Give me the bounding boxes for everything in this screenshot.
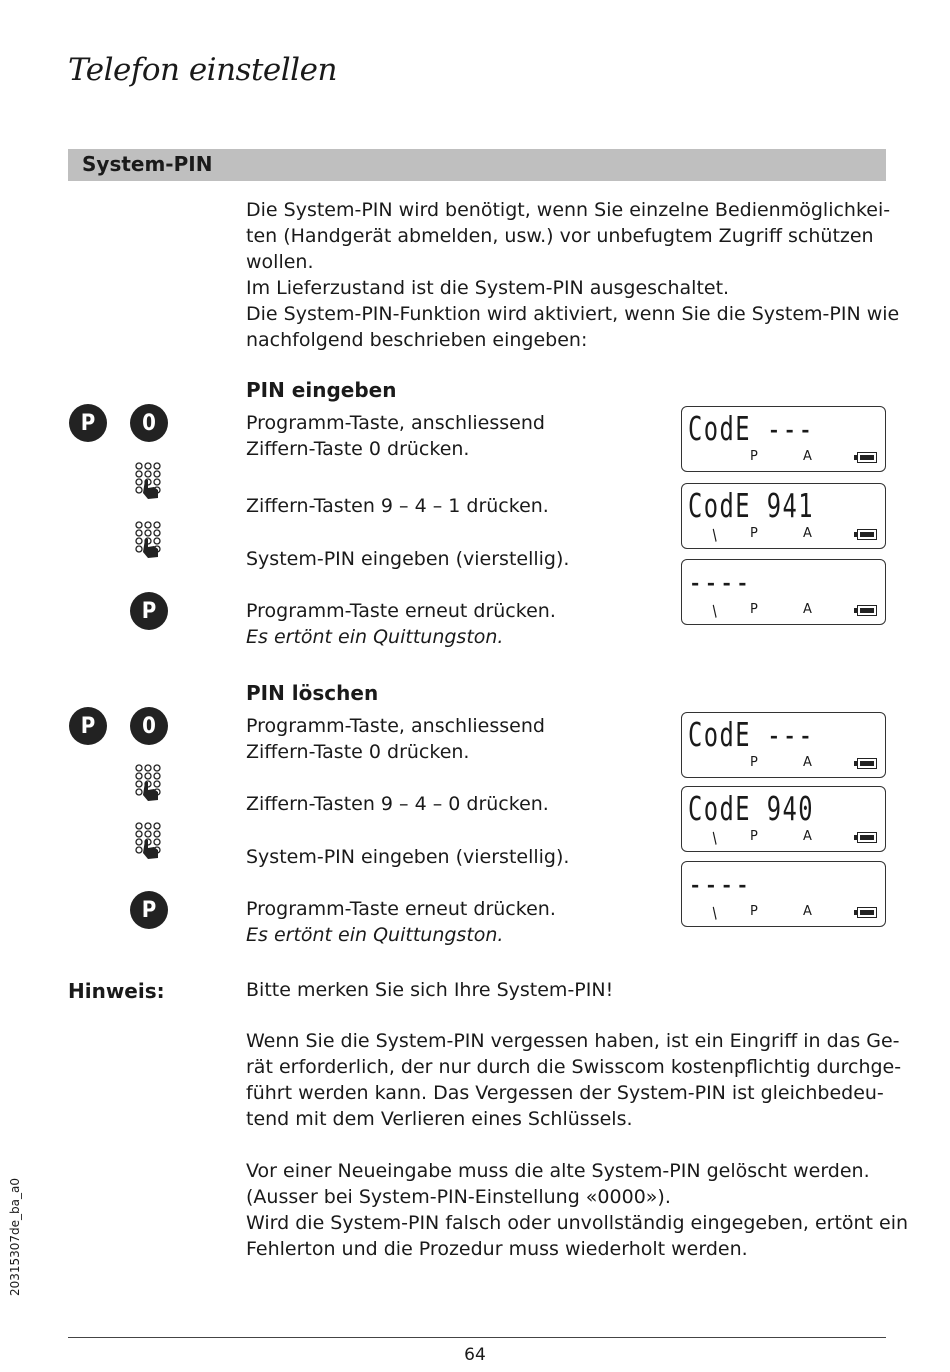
note-paragraph-1: Bitte merken Sie sich Ihre System-PIN!	[246, 979, 614, 1001]
lcd-display	[681, 559, 886, 625]
lcd-p-indicator: P	[750, 449, 758, 464]
lcd-a-indicator: A	[803, 829, 812, 844]
intro-paragraph-2: Im Lieferzustand ist die System-PIN ausgeschaltet.	[246, 277, 730, 299]
lcd-a-indicator: A	[803, 602, 812, 617]
battery-icon	[857, 832, 877, 843]
enter-step-4: Programm-Taste erneut drücken.	[246, 600, 556, 622]
battery-icon	[857, 907, 877, 918]
lcd-p-indicator: P	[750, 829, 758, 844]
handset-icon: /	[707, 525, 722, 545]
lcd-text: CodE ---	[688, 409, 814, 448]
delete-step-1: Programm-Taste, anschliessend Ziffern-Taste 0 drücken.	[246, 715, 545, 763]
document-id: 20315307de_ba_a0	[8, 1177, 22, 1297]
chapter-title: Telefon einstellen	[68, 52, 337, 88]
program-key-icon: P	[69, 404, 107, 442]
lcd-display	[681, 712, 886, 778]
lcd-p-indicator: P	[750, 904, 758, 919]
section-title: System-PIN	[82, 152, 213, 176]
program-key-icon: P	[130, 891, 168, 929]
lcd-text: CodE ---	[688, 715, 814, 754]
enter-pin-heading: PIN eingeben	[246, 378, 397, 402]
lcd-display	[681, 861, 886, 927]
note-label: Hinweis:	[68, 979, 165, 1003]
lcd-a-indicator: A	[803, 526, 812, 541]
battery-icon	[857, 758, 877, 769]
keypad-icon	[134, 462, 166, 500]
delete-step-4: Programm-Taste erneut drücken.	[246, 898, 556, 920]
note-paragraph-3: Vor einer Neueingabe muss die alte System-PIN gelöscht werden. (Ausser bei System-PIN-Einstellung «0000»). Wird die System-PIN falsch oder unvollständig eingegeben, ertönt ein Fehlerton und die Prozedur muss wiederholt werden.	[246, 1160, 909, 1260]
lcd-a-indicator: A	[803, 755, 812, 770]
lcd-text: ----	[688, 864, 751, 903]
keypad-icon	[134, 822, 166, 860]
battery-icon	[857, 452, 877, 463]
enter-step-1: Programm-Taste, anschliessend Ziffern-Taste 0 drücken.	[246, 412, 545, 460]
lcd-a-indicator: A	[803, 449, 812, 464]
lcd-a-indicator: A	[803, 904, 812, 919]
footer-divider	[68, 1337, 886, 1338]
delete-step-3: System-PIN eingeben (vierstellig).	[246, 846, 570, 868]
enter-step-2: Ziffern-Tasten 9 – 4 – 1 drücken.	[246, 495, 549, 517]
lcd-display	[681, 786, 886, 852]
lcd-p-indicator: P	[750, 526, 758, 541]
lcd-p-indicator: P	[750, 602, 758, 617]
program-key-icon: P	[130, 592, 168, 630]
battery-icon	[857, 605, 877, 616]
program-key-icon: P	[69, 707, 107, 745]
lcd-display	[681, 406, 886, 472]
lcd-p-indicator: P	[750, 755, 758, 770]
keypad-icon	[134, 764, 166, 802]
zero-key-icon: 0	[130, 404, 168, 442]
note-paragraph-2: Wenn Sie die System-PIN vergessen haben, ist ein Eingriff in das Ge- rät erforderlich, der nur durch die Swisscom kostenpflichtig durchge- führt werden kann. Das Vergessen der System-PIN ist gleichbedeu- tend mit dem Verlieren eines Schlüssels.	[246, 1030, 902, 1130]
delete-step-2: Ziffern-Tasten 9 – 4 – 0 drücken.	[246, 793, 549, 815]
handset-icon: /	[707, 903, 722, 923]
intro-paragraph-3: Die System-PIN-Funktion wird aktiviert, wenn Sie die System-PIN wie nachfolgend beschrieben eingeben:	[246, 303, 900, 351]
handset-icon: /	[707, 601, 722, 621]
lcd-display	[681, 483, 886, 549]
lcd-text: CodE 940	[688, 789, 814, 828]
delete-step-4-note: Es ertönt ein Quittungston.	[246, 924, 504, 946]
zero-key-icon: 0	[130, 707, 168, 745]
delete-pin-heading: PIN löschen	[246, 681, 379, 705]
enter-step-4-note: Es ertönt ein Quittungston.	[246, 626, 504, 648]
lcd-text: CodE 941	[688, 486, 814, 525]
lcd-text: ----	[688, 562, 751, 601]
handset-icon: /	[707, 828, 722, 848]
keypad-icon	[134, 521, 166, 559]
enter-step-3: System-PIN eingeben (vierstellig).	[246, 548, 570, 570]
intro-paragraph-1: Die System-PIN wird benötigt, wenn Sie einzelne Bedienmöglichkei- ten (Handgerät abmelden, usw.) vor unbefugtem Zugriff schützen wollen.	[246, 199, 891, 273]
page-number: 64	[464, 1345, 486, 1365]
battery-icon	[857, 529, 877, 540]
